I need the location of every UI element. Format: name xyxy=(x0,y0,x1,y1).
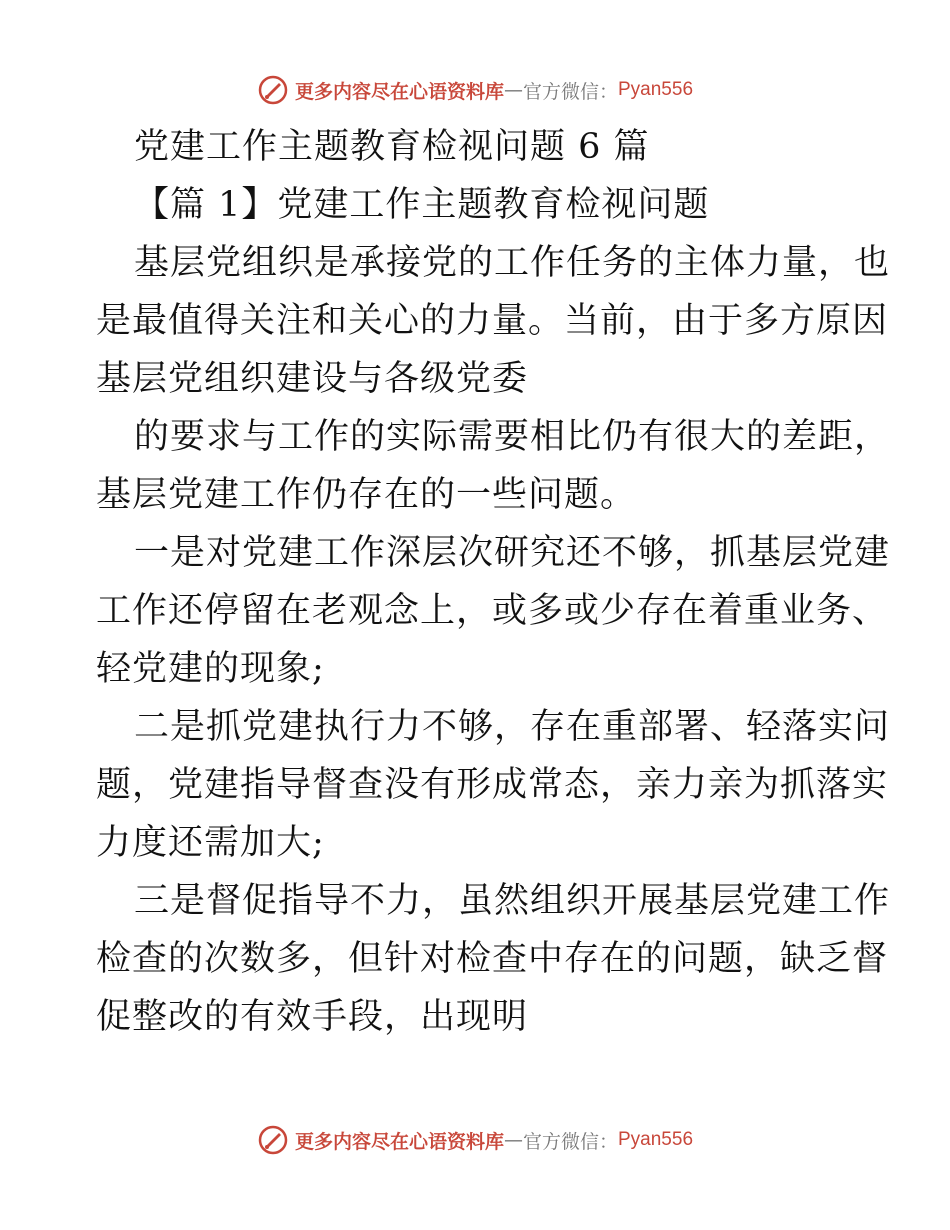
banner-wechat-id: Pyan556 xyxy=(618,1129,694,1150)
document-title: 党建工作主题教育检视问题 6 篇 xyxy=(134,127,650,167)
text-line: 检查的次数多，但针对检查中存在的问题，缺乏督 xyxy=(96,939,889,979)
banner-wechat-label: 官方微信： xyxy=(522,80,618,103)
banner-dash: — xyxy=(503,1129,523,1151)
document-body xyxy=(96,118,891,1046)
footer-watermark-banner xyxy=(0,1120,950,1160)
text-line: 促整改的有效手段，出现明 xyxy=(96,997,529,1037)
text-line: 一是对党建工作深层次研究还不够，抓基层党建 xyxy=(134,533,891,573)
header-watermark-banner xyxy=(0,70,950,110)
text-line: 题，党建指导督查没有形成常态，亲力亲为抓落实 xyxy=(96,765,889,805)
banner-brand-text: 更多内容尽在心语资料库 xyxy=(294,1130,504,1153)
text-line: 轻党建的现象; xyxy=(96,649,325,689)
text-line: 是最值得关注和关心的力量。当前，由于多方原因 xyxy=(96,301,889,341)
text-line: 基层党组织是承接党的工作任务的主体力量，也 xyxy=(134,243,891,283)
paragraph-lines xyxy=(96,234,891,1046)
text-line: 工作还停留在老观念上，或多或少存在着重业务、 xyxy=(96,591,889,631)
quill-logo-icon xyxy=(257,1124,289,1156)
text-line: 基层党建工作仍存在的一些问题。 xyxy=(96,475,637,515)
banner-wechat-id: Pyan556 xyxy=(618,79,694,100)
text-line: 基层党组织建设与各级党委 xyxy=(96,359,529,399)
banner-brand-text: 更多内容尽在心语资料库 xyxy=(294,80,504,103)
banner-dash: — xyxy=(503,79,523,101)
quill-logo-icon xyxy=(257,74,289,106)
text-line: 力度还需加大; xyxy=(96,823,325,863)
text-line: 二是抓党建执行力不够，存在重部署、轻落实问 xyxy=(134,707,891,747)
banner-wechat-label: 官方微信： xyxy=(522,1130,618,1153)
text-line: 的要求与工作的实际需要相比仍有很大的差距， xyxy=(134,417,891,457)
section-heading: 【篇 1】党建工作主题教育检视问题 xyxy=(134,185,710,225)
text-line: 三是督促指导不力，虽然组织开展基层党建工作 xyxy=(134,881,891,921)
